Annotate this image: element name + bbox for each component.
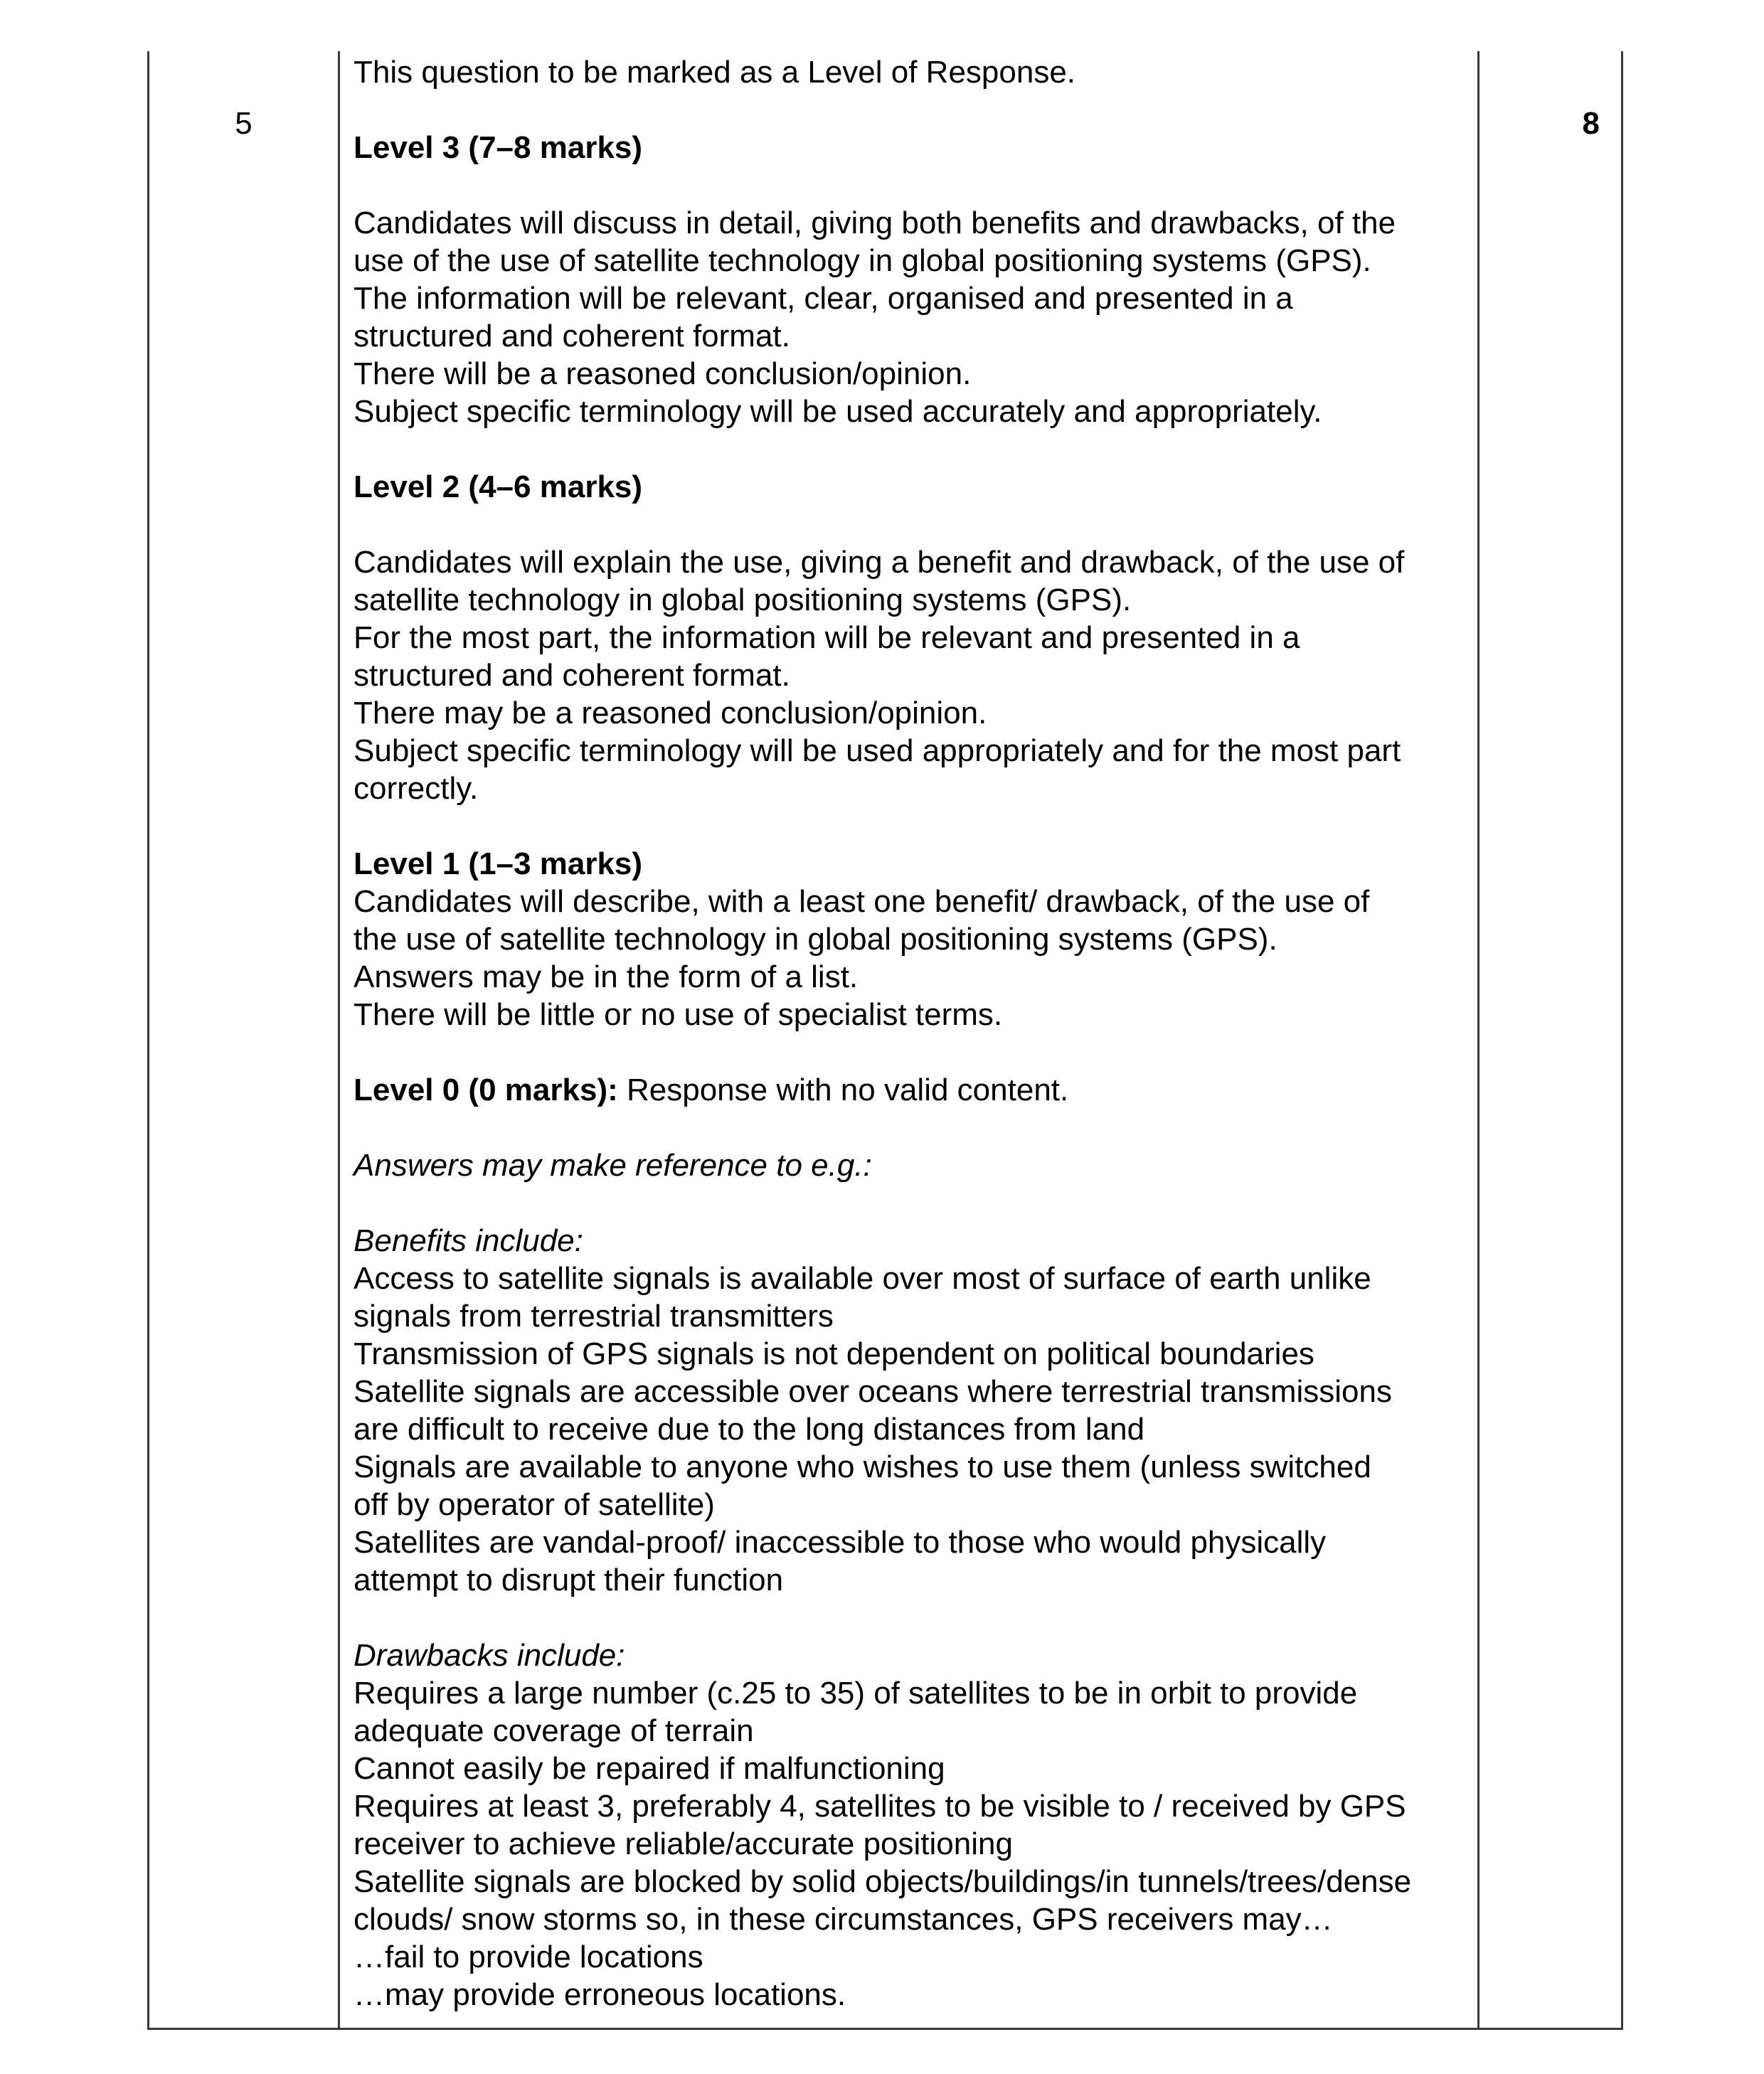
benefit-line: signals from terrestrial transmitters [354,1299,834,1334]
level2-heading: Level 2 (4–6 marks) [354,469,643,504]
level2-line: Subject specific terminology will be used appropriately and for the most part [354,733,1401,768]
drawback-line: clouds/ snow storms so, in these circumstances, GPS receivers may… [354,1902,1333,1937]
level0-text: Response with no valid content. [617,1073,1069,1107]
drawback-line: receiver to achieve reliable/accurate positioning [354,1826,1013,1861]
question-number: 5 [235,106,253,141]
level1-heading: Level 1 (1–3 marks) [354,846,643,881]
drawback-line: Satellite signals are blocked by solid objects/buildings/in tunnels/trees/dense [354,1864,1412,1899]
level1-descriptor [354,883,1484,1033]
drawbacks-heading: Drawbacks include: [354,1638,625,1673]
drawback-line: …may provide erroneous locations. [354,1977,846,2012]
level1-line: Answers may be in the form of a list. [354,959,859,994]
column-divider-number [338,51,340,2028]
level2-descriptor [354,543,1484,807]
level3-line: Candidates will discuss in detail, giving both benefits and drawbacks, of the [354,206,1396,240]
level3-line: The information will be relevant, clear, organised and presented in a [354,281,1293,316]
benefit-line: attempt to disrupt their function [354,1563,784,1597]
benefits-heading: Benefits include: [354,1223,583,1258]
question-marks: 8 [1582,106,1600,141]
level3-line: structured and coherent format. [354,319,790,353]
benefit-line: off by operator of satellite) [354,1487,715,1522]
drawback-line: Cannot easily be repaired if malfunctioning [354,1751,945,1786]
drawback-line: Requires at least 3, preferably 4, satellites to be visible to / received by GPS [354,1789,1406,1824]
level3-line: There will be a reasoned conclusion/opinion. [354,356,972,391]
drawback-line: …fail to provide locations [354,1940,703,1974]
level3-line: Subject specific terminology will be used accurately and appropriately. [354,394,1322,429]
level3-descriptor [354,204,1484,430]
level0-heading: Level 0 (0 marks): [354,1073,618,1107]
level0-row [354,1071,1484,1109]
level2-line: satellite technology in global positioning systems (GPS). [354,583,1132,617]
benefit-line: Satellite signals are accessible over oceans where terrestrial transmissions [354,1374,1392,1409]
level2-line: There may be a reasoned conclusion/opinion. [354,696,987,730]
benefit-line: are difficult to receive due to the long distances from land [354,1412,1145,1447]
benefit-line: Transmission of GPS signals is not dependent on political boundaries [354,1336,1314,1371]
level1-line: Candidates will describe, with a least one benefit/ drawback, of the use of [354,884,1370,919]
reference-intro: Answers may make reference to e.g.: [354,1148,872,1183]
intro-text: This question to be marked as a Level of Response. [354,55,1076,90]
level3-line: use of the use of satellite technology in global positioning systems (GPS). [354,243,1371,278]
answer-guidance [354,53,1484,2014]
level1-line: There will be little or no use of specialist terms. [354,997,1003,1032]
level2-line: Candidates will explain the use, giving a benefit and drawback, of the use of [354,545,1405,580]
benefits-list [354,1260,1484,1599]
level3-heading: Level 3 (7–8 marks) [354,130,643,165]
level2-line: correctly. [354,771,479,806]
level2-line: structured and coherent format. [354,658,790,693]
level1-line: the use of satellite technology in global positioning systems (GPS). [354,922,1277,957]
drawbacks-list [354,1674,1484,2014]
drawback-line: Requires a large number (c.25 to 35) of satellites to be in orbit to provide [354,1676,1358,1711]
benefit-line: Satellites are vandal-proof/ inaccessible to those who would physically [354,1525,1327,1560]
level2-line: For the most part, the information will be relevant and presented in a [354,620,1300,655]
benefit-line: Access to satellite signals is available over most of surface of earth unlike [354,1261,1371,1296]
benefit-line: Signals are available to anyone who wishes to use them (unless switched [354,1450,1371,1484]
drawback-line: adequate coverage of terrain [354,1713,754,1748]
